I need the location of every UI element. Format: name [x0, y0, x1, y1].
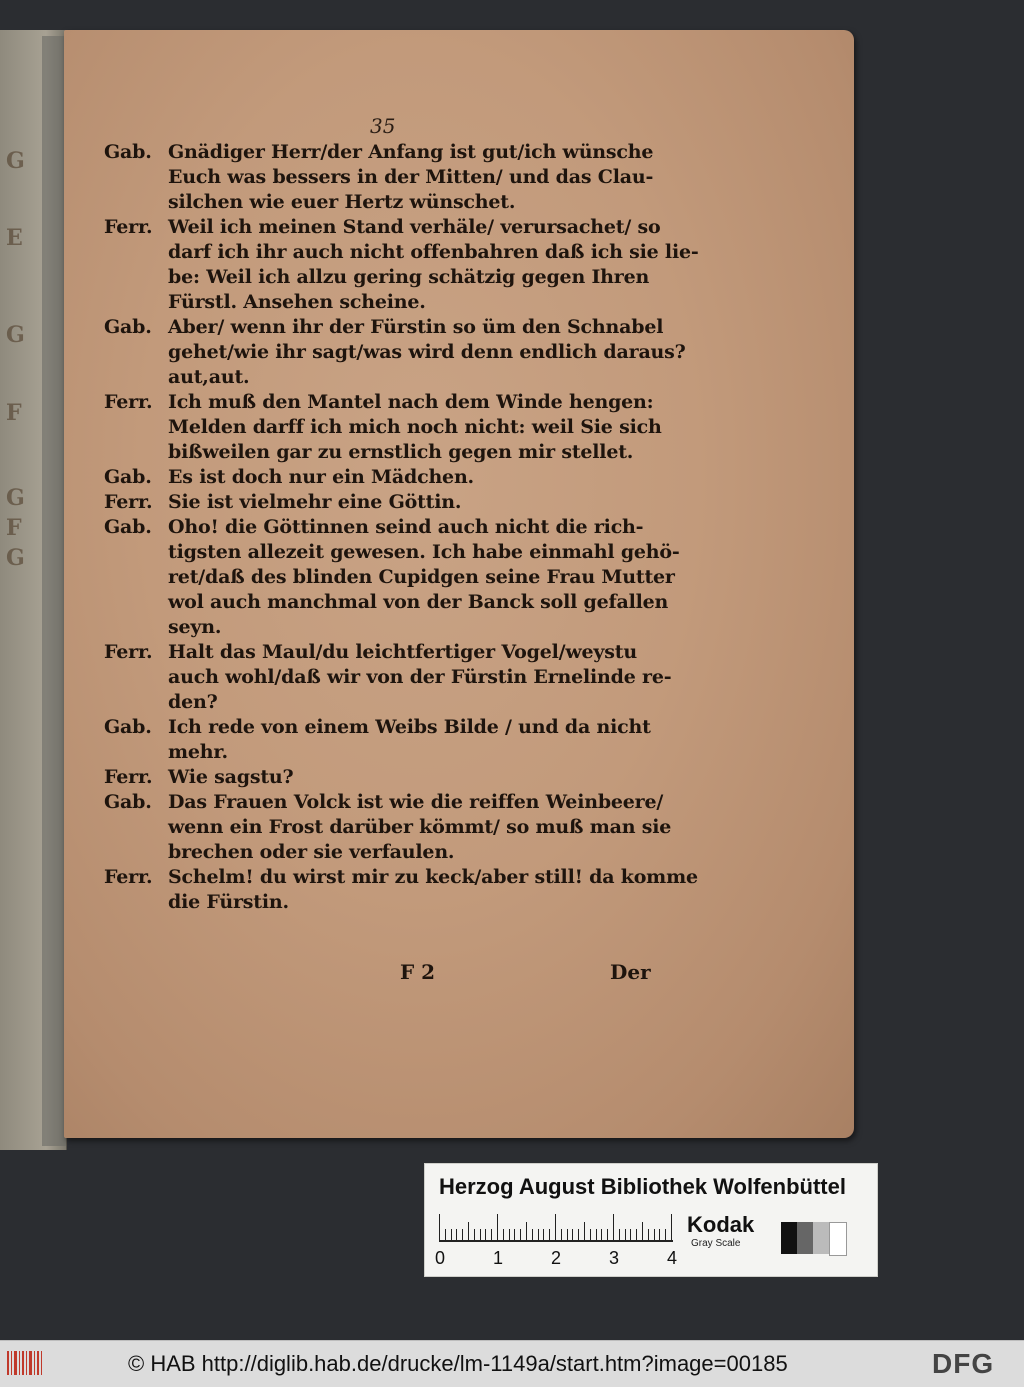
line-text: Weil ich meinen Stand verhäle/ verursachet/ so	[168, 216, 661, 238]
ruler-tick	[514, 1229, 515, 1240]
speaker-label: Ferr.	[104, 866, 153, 888]
line-text: wenn ein Frost darüber kömmt/ so muß man sie	[168, 816, 672, 838]
text-line	[104, 290, 724, 315]
ruler-tick	[619, 1229, 620, 1240]
text-line	[104, 590, 724, 615]
line-text: den?	[168, 691, 218, 713]
text-line	[104, 140, 724, 165]
speaker-label: Gab.	[104, 466, 152, 488]
bleed-through-mark: G	[6, 148, 25, 174]
speaker-label: Ferr.	[104, 766, 153, 788]
gray-swatch-white	[829, 1222, 847, 1256]
book-page	[64, 30, 854, 1138]
line-text: darf ich ihr auch nicht offenbahren daß ich sie lie-	[168, 241, 699, 263]
ruler-tick	[572, 1229, 573, 1240]
ruler-tick	[654, 1229, 655, 1240]
ruler-tick	[648, 1229, 649, 1240]
text-line	[104, 765, 724, 790]
speaker-label: Gab.	[104, 716, 152, 738]
color-calibration-card	[424, 1163, 878, 1277]
text-line	[104, 640, 724, 665]
line-text: Es ist doch nur ein Mädchen.	[168, 466, 474, 488]
text-line	[104, 190, 724, 215]
text-line	[104, 690, 724, 715]
gray-swatch-light	[813, 1222, 829, 1254]
line-text: aut,aut.	[168, 366, 250, 388]
gray-swatch-mid	[797, 1222, 813, 1254]
text-line	[104, 415, 724, 440]
text-line	[104, 165, 724, 190]
ruler-tick	[532, 1229, 533, 1240]
viewer-footer-bar	[0, 1340, 1024, 1387]
ruler-tick	[613, 1214, 614, 1240]
text-line	[104, 840, 724, 865]
ruler-tick	[567, 1229, 568, 1240]
ruler-tick	[491, 1229, 492, 1240]
library-name: Herzog August Bibliothek Wolfenbüttel	[439, 1174, 846, 1199]
ruler-tick	[601, 1229, 602, 1240]
ruler-tick	[538, 1229, 539, 1240]
text-line	[104, 390, 724, 415]
ruler-tick	[665, 1229, 666, 1240]
page-fold-shadow	[42, 36, 66, 1146]
barcode-icon	[6, 1349, 46, 1377]
line-text: Wie sagstu?	[168, 766, 294, 788]
text-line	[104, 565, 724, 590]
line-text: Das Frauen Volck ist wie die reiffen Weinbeere/	[168, 791, 664, 813]
line-text: bißweilen gar zu ernstlich gegen mir stellet.	[168, 441, 634, 463]
scale-ruler	[439, 1212, 673, 1242]
gray-scale-label: Gray Scale	[691, 1238, 741, 1249]
ruler-tick	[584, 1222, 585, 1240]
bleed-through-mark: G	[6, 545, 25, 571]
line-text: die Fürstin.	[168, 891, 289, 913]
line-text: Gnädiger Herr/der Anfang ist gut/ich wünsche	[168, 141, 654, 163]
ruler-tick	[503, 1229, 504, 1240]
ruler-tick	[520, 1229, 521, 1240]
ruler-tick	[445, 1229, 446, 1240]
kodak-logo: Kodak	[687, 1212, 755, 1237]
text-line	[104, 865, 724, 890]
ruler-tick	[590, 1229, 591, 1240]
line-text: Fürstl. Ansehen scheine.	[168, 291, 426, 313]
line-text: Schelm! du wirst mir zu keck/aber still! da komme	[168, 866, 698, 888]
line-text: gehet/wie ihr sagt/was wird denn endlich daraus?	[168, 341, 686, 363]
text-line	[104, 790, 724, 815]
text-line	[104, 365, 724, 390]
line-text: Ich muß den Mantel nach dem Winde hengen:	[168, 391, 654, 413]
scale-number: 1	[493, 1248, 504, 1268]
text-line	[104, 490, 724, 515]
line-text: Halt das Maul/du leichtfertiger Vogel/weystu	[168, 641, 637, 663]
speaker-label: Ferr.	[104, 491, 153, 513]
ruler-tick	[625, 1229, 626, 1240]
ruler-tick	[549, 1229, 550, 1240]
line-text: auch wohl/daß wir von der Fürstin Ernelinde re-	[168, 666, 672, 688]
text-line	[104, 465, 724, 490]
line-text: Aber/ wenn ihr der Fürstin so üm den Schnabel	[168, 316, 664, 338]
ruler-tick	[497, 1214, 498, 1240]
line-text: wol auch manchmal von der Banck soll gefallen	[168, 591, 669, 613]
line-text: Ich rede von einem Weibs Bilde / und da nicht	[168, 716, 651, 738]
text-line	[104, 240, 724, 265]
ruler-tick	[474, 1229, 475, 1240]
speaker-label: Ferr.	[104, 641, 153, 663]
text-line	[104, 615, 724, 640]
ruler-tick	[509, 1229, 510, 1240]
speaker-label: Ferr.	[104, 216, 153, 238]
ruler-tick	[543, 1229, 544, 1240]
scale-number: 2	[551, 1248, 562, 1268]
scale-number: 3	[609, 1248, 620, 1268]
text-line	[104, 665, 724, 690]
page-number: 35	[370, 114, 396, 138]
line-text: Euch was bessers in der Mitten/ und das Clau-	[168, 166, 654, 188]
ruler-tick	[642, 1222, 643, 1240]
line-text: be: Weil ich allzu gering schätzig gegen Ihren	[168, 266, 650, 288]
text-line	[104, 890, 724, 915]
line-text: Sie ist vielmehr eine Göttin.	[168, 491, 462, 513]
ruler-tick	[636, 1229, 637, 1240]
ruler-tick	[439, 1214, 440, 1240]
ruler-tick	[607, 1229, 608, 1240]
text-line	[104, 815, 724, 840]
line-text: tigsten allezeit gewesen. Ich habe einmahl gehö-	[168, 541, 680, 563]
speaker-label: Gab.	[104, 316, 152, 338]
speaker-label: Ferr.	[104, 391, 153, 413]
text-line	[104, 740, 724, 765]
signature-mark: F 2	[400, 960, 436, 984]
speaker-label: Gab.	[104, 141, 152, 163]
bleed-through-mark: F	[6, 400, 22, 426]
ruler-tick	[578, 1229, 579, 1240]
line-text: silchen wie euer Hertz wünschet.	[168, 191, 516, 213]
speaker-label: Gab.	[104, 791, 152, 813]
speaker-label: Gab.	[104, 516, 152, 538]
gray-swatch-black	[781, 1222, 797, 1254]
ruler-tick	[671, 1214, 672, 1240]
line-text: mehr.	[168, 741, 228, 763]
line-text: seyn.	[168, 616, 222, 638]
dfg-logo: DFG	[932, 1348, 995, 1379]
text-line	[104, 340, 724, 365]
ruler-tick	[555, 1214, 556, 1240]
text-line	[104, 440, 724, 465]
line-text: Melden darff ich mich noch nicht: weil Sie sich	[168, 416, 662, 438]
scale-number: 4	[667, 1248, 678, 1268]
scale-number: 0	[435, 1248, 446, 1268]
line-text: ret/daß des blinden Cupidgen seine Frau Mutter	[168, 566, 675, 588]
ruler-tick	[561, 1229, 562, 1240]
bleed-through-mark: G	[6, 485, 25, 511]
bleed-through-mark: E	[6, 225, 23, 251]
text-line	[104, 315, 724, 340]
ruler-tick	[456, 1229, 457, 1240]
bleed-through-mark: G	[6, 322, 25, 348]
bleed-through-mark: F	[6, 515, 22, 541]
ruler-tick	[462, 1229, 463, 1240]
ruler-tick	[468, 1222, 469, 1240]
text-line	[104, 540, 724, 565]
ruler-tick	[485, 1229, 486, 1240]
copyright-link[interactable]: © HAB http://diglib.hab.de/drucke/lm-1149a/start.htm?image=00185	[128, 1351, 788, 1376]
ruler-tick	[480, 1229, 481, 1240]
ruler-tick	[630, 1229, 631, 1240]
line-text: brechen oder sie verfaulen.	[168, 841, 455, 863]
text-line	[104, 515, 724, 540]
line-text: Oho! die Göttinnen seind auch nicht die rich-	[168, 516, 644, 538]
text-line	[104, 215, 724, 240]
text-line	[104, 265, 724, 290]
ruler-tick	[596, 1229, 597, 1240]
ruler-tick	[659, 1229, 660, 1240]
text-line	[104, 715, 724, 740]
catchword: Der	[610, 960, 651, 984]
dialogue-text	[104, 140, 724, 915]
ruler-tick	[526, 1222, 527, 1240]
ruler-tick	[451, 1229, 452, 1240]
